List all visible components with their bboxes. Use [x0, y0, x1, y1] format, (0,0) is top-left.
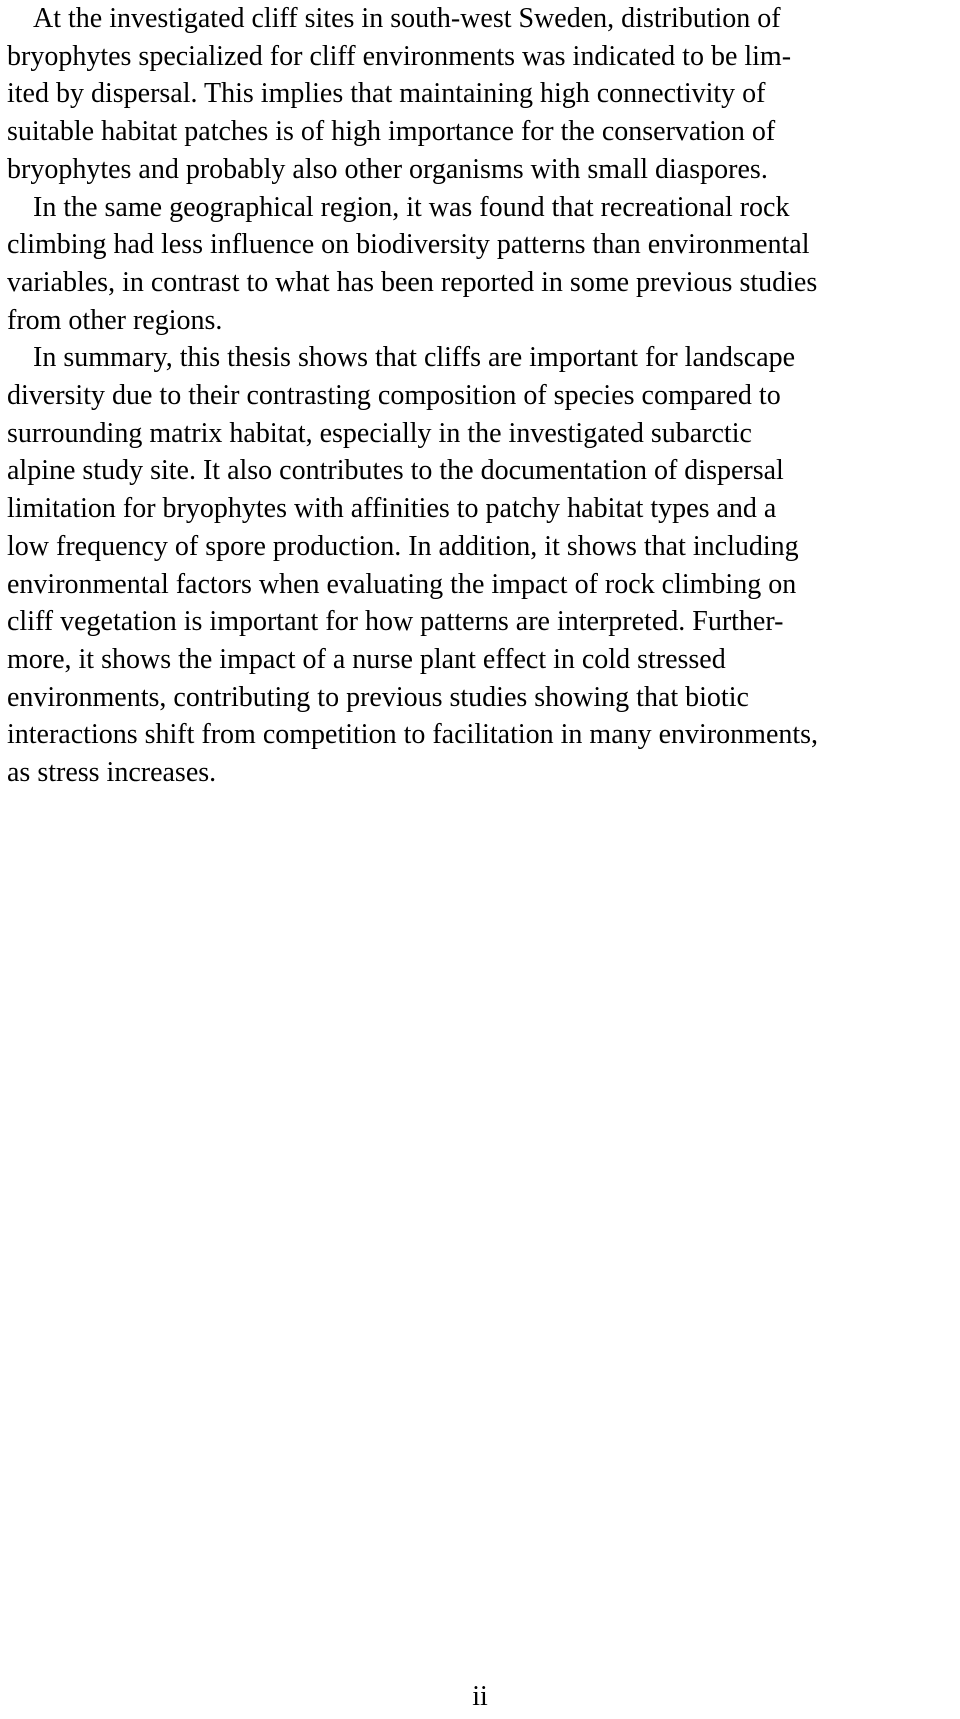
text-line: bryophytes specialized for cliff environments was indicated to be lim- — [7, 40, 792, 72]
text-line: more, it shows the impact of a nurse plant effect in cold stressed — [7, 643, 726, 675]
text-line: At the investigated cliff sites in south-west Sweden, distribution of — [33, 3, 781, 34]
text-line: bryophytes and probably also other organisms with small diaspores. — [7, 153, 768, 185]
paragraph-summary — [7, 339, 955, 791]
paragraph-rock-climbing — [7, 189, 955, 340]
text-line: cliff vegetation is important for how patterns are interpreted. Further- — [7, 606, 784, 638]
text-line: interactions shift from competition to facilitation in many environments, — [7, 719, 819, 751]
text-line: In summary, this thesis shows that cliffs are important for landscape — [33, 342, 796, 374]
text-line: ited by dispersal. This implies that maintaining high connectivity of — [7, 78, 766, 110]
text-line: environments, contributing to previous studies showing that biotic — [7, 681, 749, 713]
text-line: suitable habitat patches is of high importance for the conservation of — [7, 116, 776, 148]
text-line: climbing had less influence on biodiversity patterns than environmental — [7, 229, 810, 261]
page-number: ii — [472, 1681, 488, 1712]
paragraph-dispersal — [7, 0, 955, 189]
text-line: limitation for bryophytes with affinities to patchy habitat types and a — [7, 493, 777, 525]
text-line: as stress increases. — [7, 757, 217, 789]
text-line: alpine study site. It also contributes to the documentation of dispersal — [7, 455, 784, 487]
text-line: from other regions. — [7, 304, 223, 336]
text-line: In the same geographical region, it was found that recreational rock — [33, 191, 790, 223]
text-line: environmental factors when evaluating the impact of rock climbing on — [7, 568, 797, 600]
text-line: diversity due to their contrasting composition of species compared to — [7, 380, 781, 412]
text-line: surrounding matrix habitat, especially in the investigated subarctic — [7, 417, 752, 449]
text-line: variables, in contrast to what has been reported in some previous studies — [7, 266, 818, 298]
text-line: low frequency of spore production. In addition, it shows that including — [7, 530, 799, 562]
page-body-text — [7, 0, 955, 792]
